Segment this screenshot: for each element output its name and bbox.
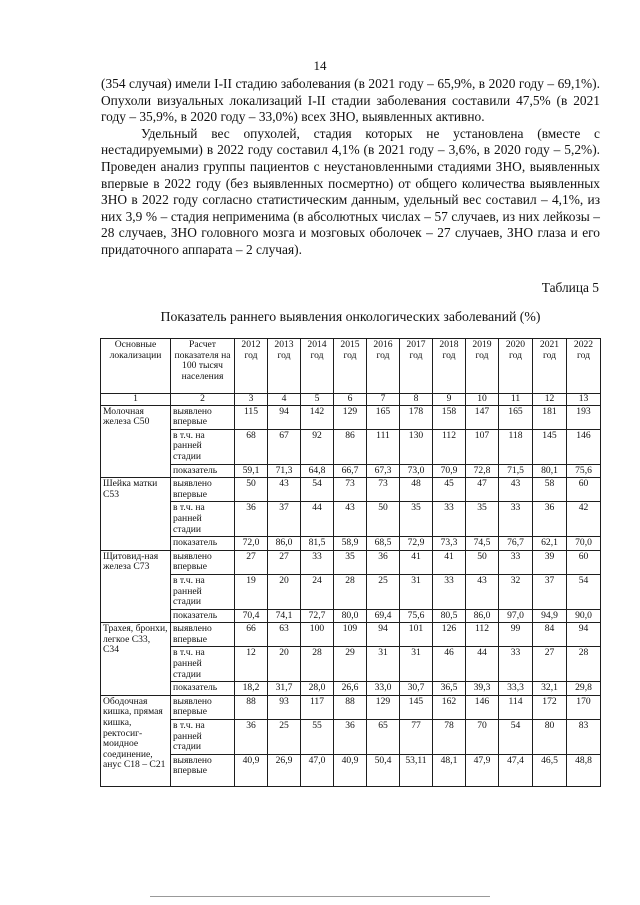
value-cell: 86,0 (466, 609, 499, 623)
value-cell: 59,1 (235, 464, 268, 478)
value-cell: 33 (499, 502, 533, 537)
value-cell: 42 (567, 502, 601, 537)
location-cell: Щитовид-ная железа С73 (101, 550, 171, 623)
value-cell: 48 (400, 478, 433, 502)
value-cell: 162 (433, 695, 466, 719)
value-cell: 54 (301, 478, 334, 502)
value-cell: 33,0 (367, 682, 400, 696)
value-cell: 37 (533, 574, 567, 609)
header-year: 2015 год (334, 339, 367, 394)
value-cell: 75,6 (567, 464, 601, 478)
value-cell: 43 (268, 478, 301, 502)
column-number: 12 (533, 394, 567, 406)
value-cell: 47,0 (301, 754, 334, 786)
metric-cell: в т.ч. на ранней стадии (171, 574, 235, 609)
value-cell: 47,9 (466, 754, 499, 786)
value-cell: 74,1 (268, 609, 301, 623)
value-cell: 29 (334, 647, 367, 682)
value-cell: 31 (400, 574, 433, 609)
table-row (101, 623, 601, 647)
value-cell: 72,9 (400, 537, 433, 551)
early-detection-table (100, 338, 601, 787)
table-body (101, 394, 601, 787)
value-cell: 68,5 (367, 537, 400, 551)
header-year: 2020 год (499, 339, 533, 394)
value-cell: 25 (367, 574, 400, 609)
value-cell: 31,7 (268, 682, 301, 696)
metric-cell: показатель (171, 682, 235, 696)
header-year: 2016 год (367, 339, 400, 394)
value-cell: 86 (334, 429, 367, 464)
column-number: 11 (499, 394, 533, 406)
value-cell: 48,1 (433, 754, 466, 786)
metric-cell: выявлено впервые (171, 478, 235, 502)
value-cell: 72,8 (466, 464, 499, 478)
column-number: 6 (334, 394, 367, 406)
value-cell: 36 (334, 720, 367, 755)
value-cell: 27 (268, 550, 301, 574)
value-cell: 99 (499, 623, 533, 647)
value-cell: 35 (466, 502, 499, 537)
value-cell: 172 (533, 695, 567, 719)
metric-cell: показатель (171, 464, 235, 478)
value-cell: 80,0 (334, 609, 367, 623)
value-cell: 94,9 (533, 609, 567, 623)
value-cell: 47,4 (499, 754, 533, 786)
table-row (101, 609, 601, 623)
value-cell: 63 (268, 623, 301, 647)
value-cell: 70,4 (235, 609, 268, 623)
value-cell: 114 (499, 695, 533, 719)
header-metric: Расчет показателя на 100 тысяч населения (171, 339, 235, 394)
value-cell: 94 (367, 623, 400, 647)
value-cell: 145 (400, 695, 433, 719)
value-cell: 88 (334, 695, 367, 719)
value-cell: 36 (235, 502, 268, 537)
table-header-row (101, 339, 601, 394)
value-cell: 46,5 (533, 754, 567, 786)
value-cell: 40,9 (235, 754, 268, 786)
value-cell: 35 (334, 550, 367, 574)
metric-cell: выявлено впервые (171, 754, 235, 786)
metric-cell: выявлено впервые (171, 405, 235, 429)
value-cell: 83 (567, 720, 601, 755)
value-cell: 31 (367, 647, 400, 682)
value-cell: 28,0 (301, 682, 334, 696)
value-cell: 76,7 (499, 537, 533, 551)
value-cell: 27 (533, 647, 567, 682)
table-row (101, 478, 601, 502)
value-cell: 72,0 (235, 537, 268, 551)
value-cell: 45 (433, 478, 466, 502)
metric-cell: в т.ч. на ранней стадии (171, 647, 235, 682)
value-cell: 33 (301, 550, 334, 574)
value-cell: 20 (268, 647, 301, 682)
value-cell: 27 (235, 550, 268, 574)
value-cell: 146 (567, 429, 601, 464)
value-cell: 178 (400, 405, 433, 429)
table-row (101, 502, 601, 537)
value-cell: 26,6 (334, 682, 367, 696)
value-cell: 118 (499, 429, 533, 464)
column-number: 1 (101, 394, 171, 406)
value-cell: 29,8 (567, 682, 601, 696)
value-cell: 65 (367, 720, 400, 755)
metric-cell: в т.ч. на ранней стадии (171, 502, 235, 537)
value-cell: 70,0 (567, 537, 601, 551)
metric-cell: в т.ч. на ранней стадии (171, 720, 235, 755)
table-row (101, 464, 601, 478)
table-row (101, 695, 601, 719)
value-cell: 60 (567, 550, 601, 574)
value-cell: 53,11 (400, 754, 433, 786)
value-cell: 62,1 (533, 537, 567, 551)
value-cell: 36 (235, 720, 268, 755)
column-number: 9 (433, 394, 466, 406)
value-cell: 111 (367, 429, 400, 464)
value-cell: 112 (433, 429, 466, 464)
value-cell: 81,5 (301, 537, 334, 551)
value-cell: 41 (400, 550, 433, 574)
value-cell: 28 (334, 574, 367, 609)
metric-cell: выявлено впервые (171, 695, 235, 719)
table-label: Таблица 5 (541, 280, 599, 295)
paragraph: (354 случая) имели I-II стадию заболевания (в 2021 году – 65,9%, в 2020 году – 69,1%). Опухоли визуальных локализаций I-II стадии заболевания составили 47,5% (в 2021 году – 35,9%, в 2020 году – 33,0%) всех ЗНО, выявленных активно. (101, 76, 600, 125)
value-cell: 50 (235, 478, 268, 502)
value-cell: 32,1 (533, 682, 567, 696)
value-cell: 115 (235, 405, 268, 429)
value-cell: 84 (533, 623, 567, 647)
table-row (101, 647, 601, 682)
value-cell: 70,9 (433, 464, 466, 478)
value-cell: 50,4 (367, 754, 400, 786)
paragraph: Удельный вес опухолей, стадия которых не установлена (вместе с нестадируемыми) в 2022 году составил 4,1% (в 2021 году – 3,6%, в 2020 году – 5,2%). Проведен анализ группы пациентов с неустановленными стадиями ЗНО, выявленных впервые в 2022 году (без выявленных посмертно) от общего количества выявленных ЗНО в 2022 году согласно статистическим данным, удельный вес составил – 4,1%, из них 3,9 % – стадия неприменима (в абсолютных числах – 57 случаев, из них лейкозы – 28 случаев, ЗНО головного мозга и мозговых оболочек – 27 случаев, ЗНО глаза и его придаточного аппарата – 2 случая). (101, 125, 600, 257)
table-row (101, 754, 601, 786)
metric-cell: показатель (171, 537, 235, 551)
metric-cell: выявлено впервые (171, 550, 235, 574)
value-cell: 20 (268, 574, 301, 609)
value-cell: 67 (268, 429, 301, 464)
value-cell: 142 (301, 405, 334, 429)
value-cell: 31 (400, 647, 433, 682)
value-cell: 37 (268, 502, 301, 537)
value-cell: 66,7 (334, 464, 367, 478)
value-cell: 181 (533, 405, 567, 429)
header-year: 2019 год (466, 339, 499, 394)
value-cell: 193 (567, 405, 601, 429)
value-cell: 33,3 (499, 682, 533, 696)
value-cell: 60 (567, 478, 601, 502)
value-cell: 112 (466, 623, 499, 647)
column-number: 3 (235, 394, 268, 406)
value-cell: 25 (268, 720, 301, 755)
column-number: 13 (567, 394, 601, 406)
table-row (101, 405, 601, 429)
value-cell: 40,9 (334, 754, 367, 786)
value-cell: 80 (533, 720, 567, 755)
value-cell: 36,5 (433, 682, 466, 696)
table-row (101, 682, 601, 696)
table-row (101, 574, 601, 609)
table-title: Показатель раннего выявления онкологических заболеваний (%) (160, 309, 541, 324)
value-cell: 68 (235, 429, 268, 464)
value-cell: 43 (334, 502, 367, 537)
value-cell: 54 (499, 720, 533, 755)
value-cell: 109 (334, 623, 367, 647)
value-cell: 94 (268, 405, 301, 429)
value-cell: 39 (533, 550, 567, 574)
value-cell: 126 (433, 623, 466, 647)
value-cell: 48,8 (567, 754, 601, 786)
value-cell: 28 (301, 647, 334, 682)
value-cell: 58,9 (334, 537, 367, 551)
location-cell: Ободочная кишка, прямая кишка, ректосиг-моидное соединение, анус С18 – С21 (101, 695, 171, 786)
value-cell: 75,6 (400, 609, 433, 623)
header-year: 2018 год (433, 339, 466, 394)
value-cell: 73 (334, 478, 367, 502)
column-number: 10 (466, 394, 499, 406)
value-cell: 64,8 (301, 464, 334, 478)
value-cell: 33 (433, 502, 466, 537)
column-number: 4 (268, 394, 301, 406)
metric-cell: в т.ч. на ранней стадии (171, 429, 235, 464)
table-row (101, 537, 601, 551)
value-cell: 73,0 (400, 464, 433, 478)
value-cell: 12 (235, 647, 268, 682)
value-cell: 43 (466, 574, 499, 609)
value-cell: 30,7 (400, 682, 433, 696)
value-cell: 170 (567, 695, 601, 719)
value-cell: 69,4 (367, 609, 400, 623)
metric-cell: выявлено впервые (171, 623, 235, 647)
header-year: 2021 год (533, 339, 567, 394)
value-cell: 88 (235, 695, 268, 719)
value-cell: 46 (433, 647, 466, 682)
body-text (101, 76, 600, 259)
value-cell: 80,5 (433, 609, 466, 623)
value-cell: 36 (533, 502, 567, 537)
table-row (101, 429, 601, 464)
value-cell: 158 (433, 405, 466, 429)
value-cell: 39,3 (466, 682, 499, 696)
value-cell: 32 (499, 574, 533, 609)
value-cell: 130 (400, 429, 433, 464)
value-cell: 73 (367, 478, 400, 502)
value-cell: 129 (367, 695, 400, 719)
value-cell: 90,0 (567, 609, 601, 623)
value-cell: 129 (334, 405, 367, 429)
value-cell: 50 (466, 550, 499, 574)
value-cell: 55 (301, 720, 334, 755)
header-year: 2017 год (400, 339, 433, 394)
value-cell: 36 (367, 550, 400, 574)
header-year: 2013 год (268, 339, 301, 394)
metric-cell: показатель (171, 609, 235, 623)
value-cell: 47 (466, 478, 499, 502)
value-cell: 19 (235, 574, 268, 609)
value-cell: 44 (466, 647, 499, 682)
value-cell: 50 (367, 502, 400, 537)
page-bottom-line (150, 896, 490, 897)
column-number: 2 (171, 394, 235, 406)
location-cell: Молочная железа С50 (101, 405, 171, 478)
value-cell: 41 (433, 550, 466, 574)
value-cell: 54 (567, 574, 601, 609)
value-cell: 24 (301, 574, 334, 609)
value-cell: 93 (268, 695, 301, 719)
column-number: 8 (400, 394, 433, 406)
value-cell: 33 (499, 550, 533, 574)
value-cell: 77 (400, 720, 433, 755)
value-cell: 26,9 (268, 754, 301, 786)
value-cell: 78 (433, 720, 466, 755)
header-year: 2012 год (235, 339, 268, 394)
value-cell: 73,3 (433, 537, 466, 551)
column-number: 7 (367, 394, 400, 406)
value-cell: 70 (466, 720, 499, 755)
value-cell: 71,5 (499, 464, 533, 478)
table-row (101, 550, 601, 574)
value-cell: 165 (367, 405, 400, 429)
value-cell: 33 (433, 574, 466, 609)
value-cell: 86,0 (268, 537, 301, 551)
value-cell: 66 (235, 623, 268, 647)
value-cell: 94 (567, 623, 601, 647)
header-locations: Основные локализации (101, 339, 171, 394)
value-cell: 74,5 (466, 537, 499, 551)
value-cell: 145 (533, 429, 567, 464)
value-cell: 100 (301, 623, 334, 647)
location-cell: Трахея, бронхи, легкое С33, С34 (101, 623, 171, 696)
value-cell: 80,1 (533, 464, 567, 478)
value-cell: 28 (567, 647, 601, 682)
column-number: 5 (301, 394, 334, 406)
location-cell: Шейка матки С53 (101, 478, 171, 551)
header-year: 2022 год (567, 339, 601, 394)
value-cell: 101 (400, 623, 433, 647)
value-cell: 97,0 (499, 609, 533, 623)
value-cell: 165 (499, 405, 533, 429)
value-cell: 67,3 (367, 464, 400, 478)
value-cell: 35 (400, 502, 433, 537)
value-cell: 44 (301, 502, 334, 537)
value-cell: 43 (499, 478, 533, 502)
column-number-row (101, 394, 601, 406)
value-cell: 33 (499, 647, 533, 682)
value-cell: 107 (466, 429, 499, 464)
value-cell: 117 (301, 695, 334, 719)
page-number: 14 (313, 58, 327, 73)
value-cell: 71,3 (268, 464, 301, 478)
value-cell: 147 (466, 405, 499, 429)
value-cell: 72,7 (301, 609, 334, 623)
table-row (101, 720, 601, 755)
value-cell: 58 (533, 478, 567, 502)
value-cell: 18,2 (235, 682, 268, 696)
header-year: 2014 год (301, 339, 334, 394)
value-cell: 92 (301, 429, 334, 464)
value-cell: 146 (466, 695, 499, 719)
